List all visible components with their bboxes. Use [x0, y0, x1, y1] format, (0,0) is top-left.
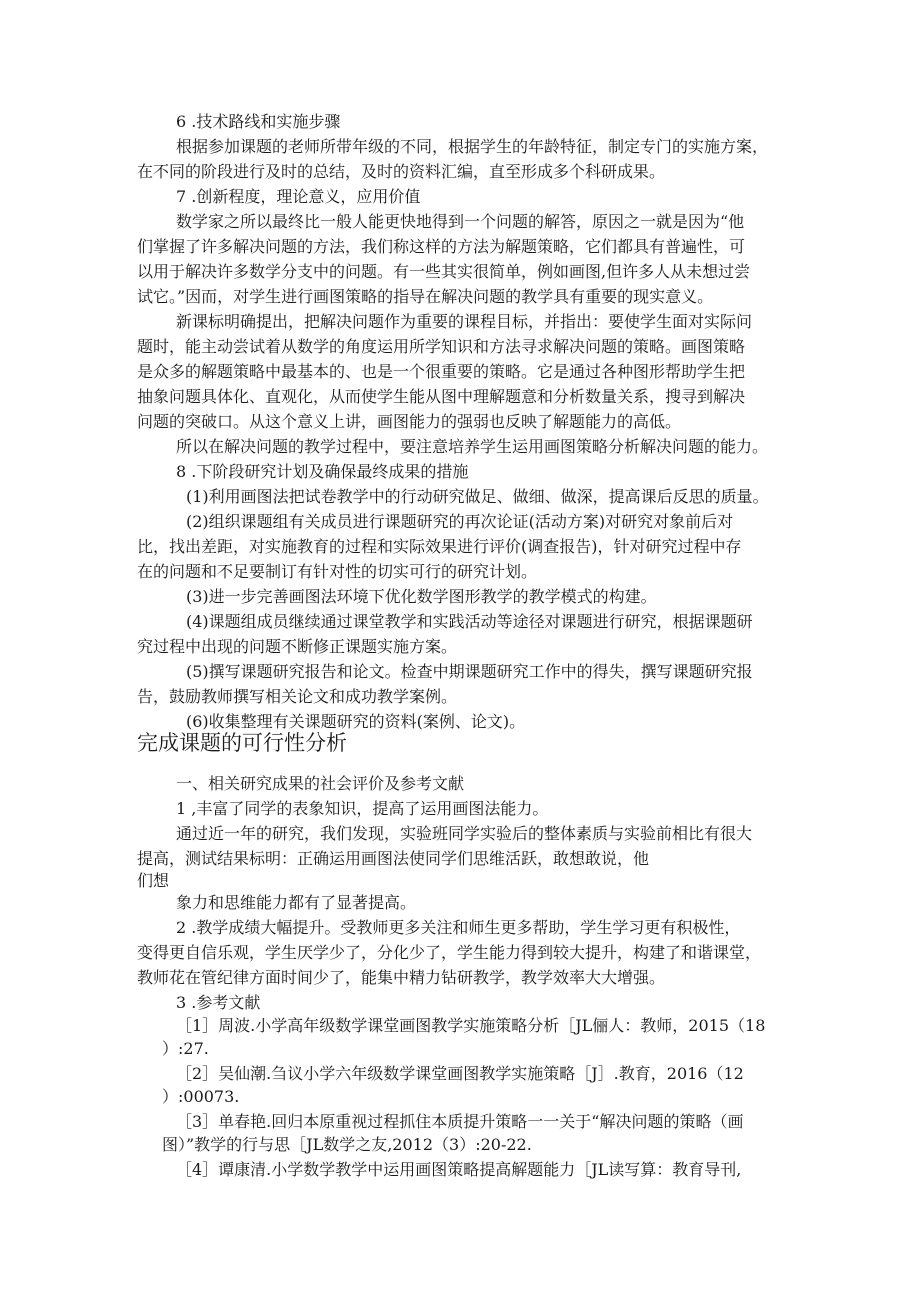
paragraph-line: 在的问题和不足要制订有针对性的切实可行的研究计划。 — [137, 562, 538, 581]
reference-item: ）:00073. — [162, 1087, 240, 1106]
section-7-heading: 7 .创新程度，理论意义，应用价值 — [176, 187, 421, 206]
paragraph-line: 们想 — [137, 871, 170, 890]
references-heading: 3 .参考文献 — [176, 993, 261, 1012]
paragraph-line: 在不同的阶段进行及时的总结，及时的资料汇编，直至形成多个科研成果。 — [137, 162, 666, 181]
paragraph-line: 是众多的解题策略中最基本的、也是一个很重要的策略。它是通过各种图形帮助学生把 — [137, 362, 746, 381]
reference-item: ［1］周波.小学高年级数学课堂画图教学实施策略分析［JL俪人：教师，2015（18 — [176, 1016, 766, 1035]
paragraph-line: 题时，能主动尝试着从数学的角度运用所学知识和方法寻求解决问题的策略。画图策略 — [137, 337, 746, 356]
reference-item: ）:27. — [162, 1039, 209, 1058]
paragraph-line: 数学家之所以最终比一般人能更快地得到一个问题的解答，原因之一就是因为“他 — [176, 212, 745, 231]
list-item: (1)利用画图法把试卷教学中的行动研究做足、做细、做深，提高课后反思的质量。 — [186, 487, 769, 506]
paragraph-line: 变得更自信乐观，学生厌学少了，分化少了，学生能力得到较大提升，构建了和谐课堂， — [137, 943, 762, 962]
paragraph-line: 教师花在管纪律方面时间少了，能集中精力钻研教学，教学效率大大增强。 — [137, 968, 666, 987]
paragraph-line: 所以在解决问题的教学过程中，要注意培养学生运用画图策略分析解决问题的能力。 — [176, 437, 769, 456]
list-item: (4)课题组成员继续通过课堂教学和实践活动等途径对课题进行研究，根据课题研 — [186, 612, 753, 631]
paragraph-line: 以用于解决许多数学分支中的问题。有一些其实很简单，例如画图,但许多人从未想过尝 — [137, 262, 751, 281]
reference-item: ［2］吴仙潮.刍议小学六年级数学课堂画图教学实施策略［J］.教育，2016（12 — [176, 1064, 744, 1083]
list-item: (3)进一步完善画图法环境下优化数学图形教学的教学模式的构建。 — [186, 587, 657, 606]
paragraph-line: 问题的突破口。从这个意义上讲，画图能力的强弱也反映了解题能力的高低。 — [137, 412, 682, 431]
paragraph-line: 抽象问题具体化、直观化，从而使学生能从图中理解题意和分析数量关系，搜寻到解决 — [137, 387, 746, 406]
paragraph-line: 告，鼓励教师撰写相关论文和成功教学案例。 — [137, 687, 458, 706]
list-item: (2)组织课题组有关成员进行课题研究的再次论证(活动方案)对研究对象前后对 — [186, 512, 734, 531]
paragraph-line: 2 .教学成绩大幅提升。受教师更多关注和师生更多帮助，学生学习更有积极性， — [176, 918, 741, 937]
reference-item: ［4］谭康清.小学数学教学中运用画图策略提高解题能力［JL读写算：教育导刊, — [176, 1160, 742, 1179]
list-item: (6)收集整理有关课题研究的资料(案例、论文)。 — [186, 712, 526, 731]
item-heading: 1 ,丰富了同学的表象知识，提高了运用画图法能力。 — [176, 799, 549, 818]
section-title: 完成课题的可行性分析 — [137, 731, 347, 755]
paragraph-line: 新课标明确提出，把解决问题作为重要的课程目标，并指出：要使学生面对实际问 — [176, 312, 753, 331]
paragraph-line: 比，找出差距，对实施教育的过程和实际效果进行评价(调查报告)，针对研究过程中存 — [137, 537, 742, 556]
paragraph-line: 根据参加课题的老师所带年级的不同，根据学生的年龄特征，制定专门的实施方案， — [176, 137, 769, 156]
reference-item: 图）”教学的行与思［JL数学之友,2012（3）:20-22. — [162, 1135, 532, 1154]
section-8-heading: 8 .下阶段研究计划及确保最终成果的措施 — [176, 462, 469, 481]
subsection-heading: 一、相关研究成果的社会评价及参考文献 — [176, 774, 465, 793]
reference-item: ［3］单春艳.回归本原重视过程抓住本质提升策略一一关于“解决问题的策略（画 — [176, 1112, 744, 1131]
paragraph-line: 试它。”因而，对学生进行画图策略的指导在解决问题的教学具有重要的现实意义。 — [137, 287, 714, 306]
paragraph-line: 通过近一年的研究，我们发现，实验班同学实验后的整体素质与实验前相比有很大 — [176, 824, 753, 843]
section-6-heading: 6 .技术路线和实施步骤 — [176, 112, 341, 131]
paragraph-line: 们掌握了许多解决问题的方法，我们称这样的方法为解题策略，它们都具有普遍性，可 — [137, 237, 746, 256]
paragraph-line: 象力和思维能力都有了显著提高。 — [176, 893, 417, 912]
list-item: (5)撰写课题研究报告和论文。检查中期课题研究工作中的得失，撰写课题研究报 — [186, 662, 753, 681]
paragraph-line: 究过程中出现的问题不断修正课题实施方案。 — [137, 637, 458, 656]
paragraph-line: 提高，测试结果标明：正确运用画图法使同学们思维活跃，敢想敢说，他 — [137, 849, 650, 868]
